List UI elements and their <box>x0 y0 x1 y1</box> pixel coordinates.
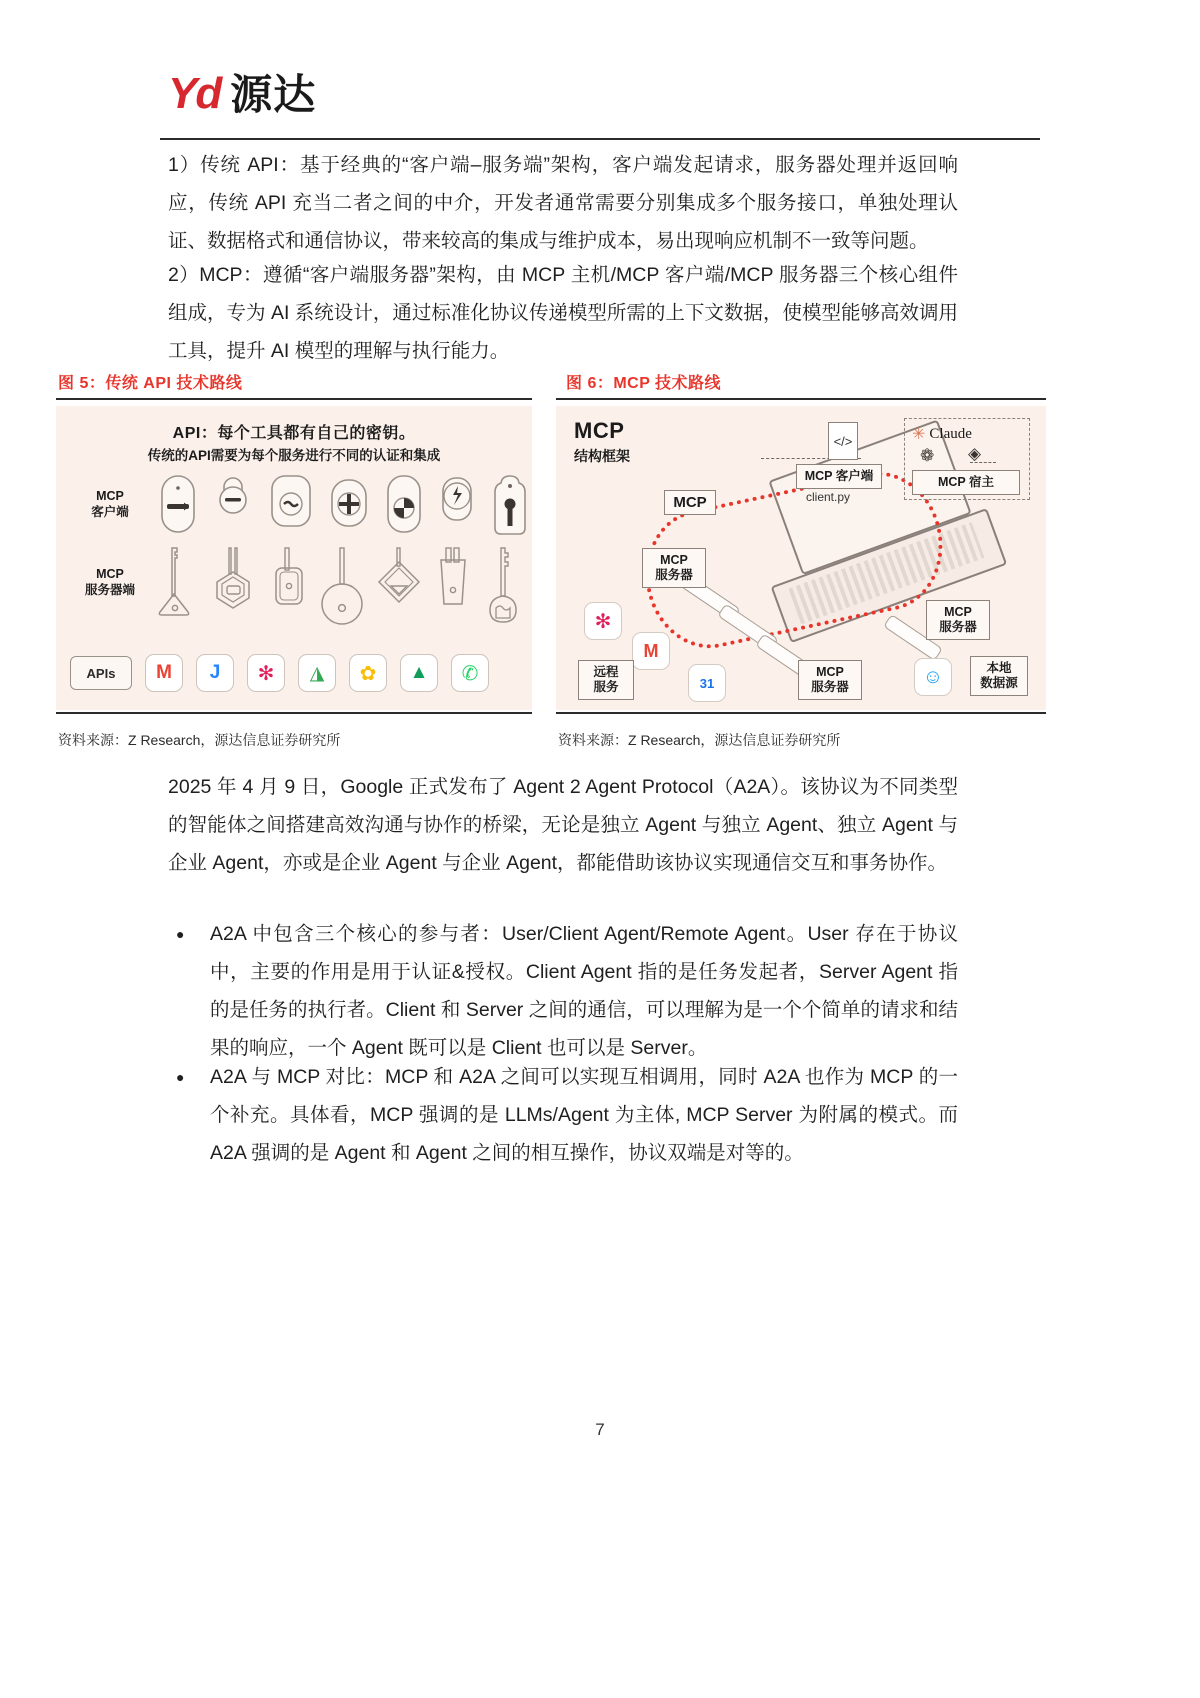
paragraph-mcp: 2）MCP：遵循“客户端服务器”架构，由 MCP 主机/MCP 客户端/MCP 服务器三个核心组件组成，专为 AI 系统设计，通过标准化协议传递模型所需的上下文数据，使模型能够高效调用工具，提升 AI 模型的理解与执行能力。 <box>168 264 958 362</box>
key-icon-6 <box>433 546 473 632</box>
mcp-host-node: MCP 宿主 <box>912 470 1020 495</box>
lock-icon-3 <box>266 474 316 534</box>
figure5-image <box>56 406 532 710</box>
key-icon-4 <box>321 546 365 632</box>
slack-icon: ✻ <box>584 602 622 640</box>
openai-icon: ❁ <box>920 446 935 465</box>
figure5-label-server: MCP 服务器端 <box>84 567 135 597</box>
figure5-subtitle: 传统的API需要为每个服务进行不同的认证和集成 <box>147 448 441 463</box>
lock-icon-1 <box>156 474 200 534</box>
lock-icon-5 <box>382 474 426 534</box>
local-data-source-node: 本地 数据源 <box>970 656 1028 696</box>
code-file-icon: </> <box>828 422 858 460</box>
api-row <box>70 654 489 692</box>
claude-logo <box>912 424 972 444</box>
figure6-source: 资料来源：Z Research，源达信息证券研究所 <box>558 732 841 748</box>
figure6-title: MCP <box>574 418 625 443</box>
jira-icon: J <box>196 654 234 692</box>
lock-icon-2 <box>211 474 255 534</box>
mcp-client-node: MCP 客户端 <box>796 464 882 489</box>
figure5-caption: 图 5：传统 API 技术路线 <box>58 375 243 392</box>
apis-pill: APIs <box>70 656 132 690</box>
figure5-bottom-rule <box>56 712 532 714</box>
key-icon-3 <box>270 546 310 632</box>
finder-icon: ☺ <box>914 658 952 696</box>
page-number: 7 <box>595 1420 605 1439</box>
key-row <box>156 546 528 632</box>
figure5-label-client: MCP 客户端 <box>91 489 129 519</box>
claude-label: Claude <box>929 425 972 442</box>
figure6-subtitle: 结构框架 <box>574 448 630 464</box>
google-drive-icon: ▲ <box>400 654 438 692</box>
key-icon-5 <box>376 546 422 632</box>
logo-text: 源达 <box>230 71 317 118</box>
google-photos-icon: ✿ <box>349 654 387 692</box>
key-icon-1 <box>156 546 200 632</box>
google-maps-icon: ◮ <box>298 654 336 692</box>
logo-mark: Yd <box>168 69 221 118</box>
whatsapp-icon: ✆ <box>451 654 489 692</box>
remote-service-node: 远程 服务 <box>578 660 634 700</box>
client-file-label: client.py <box>806 490 851 504</box>
mcp-server-left-node: MCP 服务器 <box>642 548 706 588</box>
figure6-caption: 图 6：MCP 技术路线 <box>566 375 722 392</box>
google-calendar-icon: 31 <box>688 664 726 702</box>
key-icon-2 <box>211 546 259 632</box>
windsurf-icon: ◈ <box>968 444 982 463</box>
header-divider <box>160 138 1040 140</box>
figure5-top-rule <box>56 398 532 400</box>
gmail-icon: M <box>632 632 670 670</box>
figure5-title: API：每个工具都有自己的密钥。 <box>172 425 416 442</box>
lock-row <box>156 474 532 538</box>
bullet-a2a-vs-mcp: ● A2A 与 MCP 对比：MCP 和 A2A 之间可以实现互相调用，同时 A2A 也作为 MCP 的一个补充。具体看，MCP 强调的是 LLMs/Agent 为主体, MCP Server 为附属的模式。而 A2A 强调的是 Agent 和 Agent 之间的相互操作，协议双端是对等的。 <box>168 1058 958 1172</box>
mcp-badge-node: MCP <box>664 490 716 515</box>
mcp-server-right-node: MCP 服务器 <box>926 600 990 640</box>
brand-logo <box>168 69 317 118</box>
key-icon-7 <box>484 546 528 632</box>
paragraph-a2a-intro: 2025 年 4 月 9 日，Google 正式发布了 Agent 2 Agent Protocol（A2A）。该协议为不同类型的智能体之间搭建高效沟通与协作的桥梁，无论是独立 Agent 与独立 Agent、独立 Agent 与企业 Agent，亦或是企业 Agent 与企业 Agent，都能借助该协议实现通信交互和事务协作。 <box>168 776 958 874</box>
lock-icon-7 <box>488 474 532 538</box>
figure6-bottom-rule <box>556 712 1046 714</box>
claude-sunburst-icon: ✳ <box>912 426 926 443</box>
lock-icon-6 <box>437 474 477 534</box>
figure6-top-rule <box>556 398 1046 400</box>
slack-icon: ✻ <box>247 654 285 692</box>
lock-icon-4 <box>327 474 371 534</box>
figure5-source: 资料来源：Z Research，源达信息证券研究所 <box>58 732 341 748</box>
gmail-icon: M <box>145 654 183 692</box>
paragraph-traditional-api: 1）传统 API：基于经典的“客户端–服务端”架构，客户端发起请求，服务器处理并返回响应，传统 API 充当二者之间的中介，开发者通常需要分别集成多个服务接口，单独处理认证、数据格式和通信协议，带来较高的集成与维护成本，易出现响应机制不一致等问题。 <box>168 154 958 252</box>
bullet-a2a-participants: ● A2A 中包含三个核心的参与者：User/Client Agent/Remote Agent。User 存在于协议中，主要的作用是用于认证&授权。Client Agent 指的是任务发起者，Server Agent 指的是任务的执行者。Client 和 Server 之间的通信，可以理解为是一个个简单的请求和结果的响应，一个 Agent 既可以是 Client 也可以是 Server。 <box>168 915 958 1067</box>
mcp-server-mid-node: MCP 服务器 <box>798 660 862 700</box>
figure6-image <box>556 406 1046 710</box>
